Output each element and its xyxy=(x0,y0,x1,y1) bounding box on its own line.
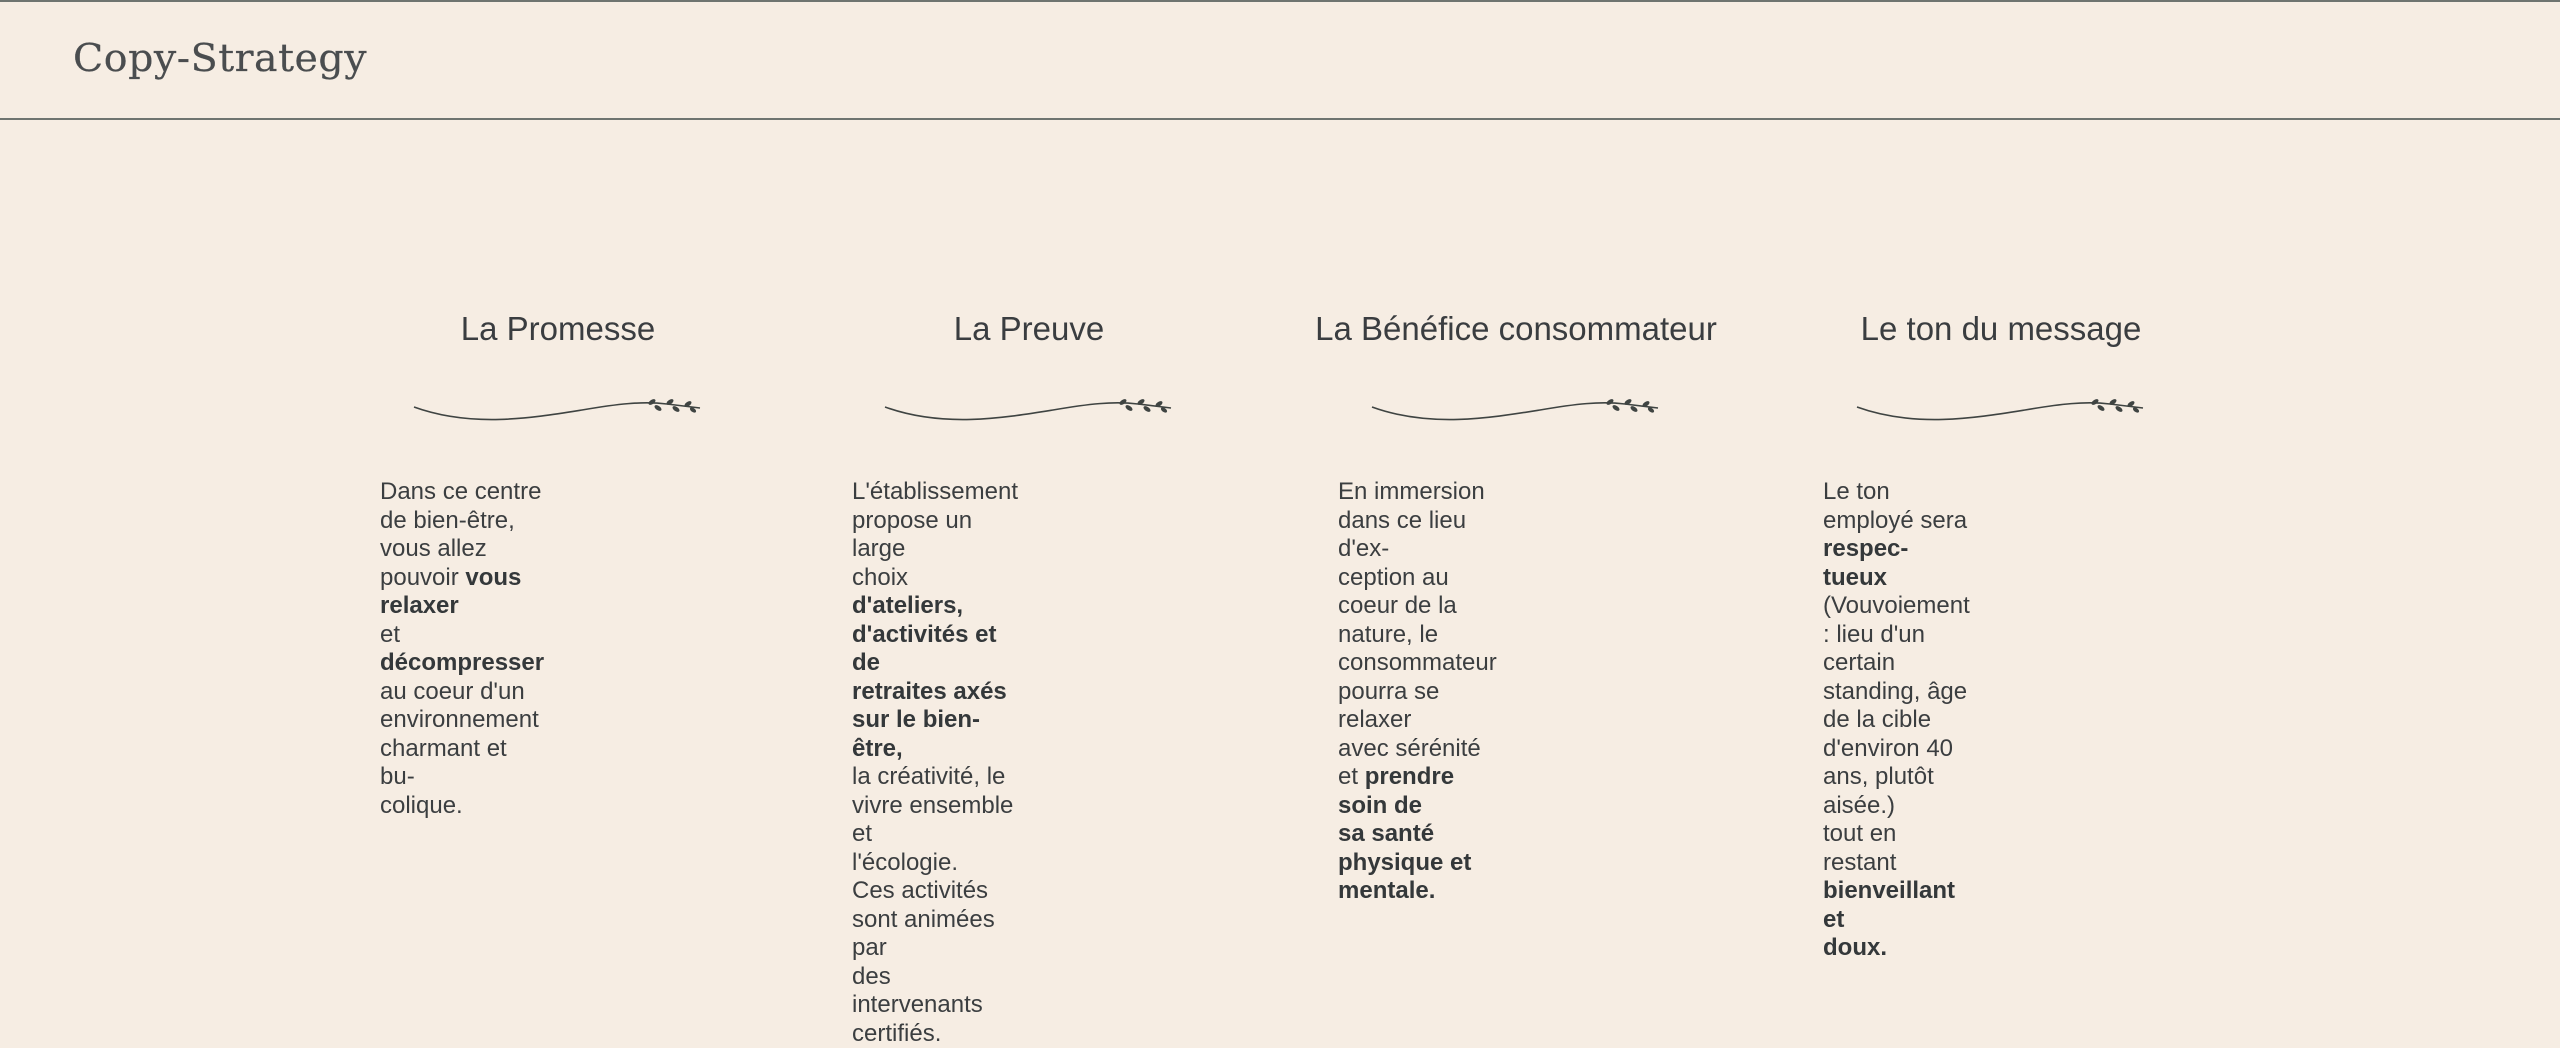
bold-text: bienveillant et doux. xyxy=(1823,877,1956,961)
body-text: Dans ce centre de bien-être, vous allez pouvoir xyxy=(380,478,542,591)
bold-text: prendre soin de sa santé physique et mentale. xyxy=(1338,763,1472,904)
column-text xyxy=(1338,478,1497,906)
body-text: L'établissement propose un large choix xyxy=(852,478,1019,591)
column-title: Le ton du message xyxy=(1860,310,2142,347)
body-text: (Vouvoiement : lieu d'un certain standing, âge de la cible d'environ 40 ans, plutôt aisée.) tout en restant xyxy=(1823,592,1970,876)
bold-text: d'ateliers, d'activités et de retraites axés sur le bien-être, xyxy=(852,592,1007,762)
vine-divider-icon xyxy=(1370,388,1662,428)
vine-divider-icon xyxy=(883,388,1175,428)
bold-text: respec- tueux xyxy=(1823,535,1909,591)
column-text xyxy=(852,478,1018,1048)
bold-text: vous relaxer xyxy=(380,563,522,619)
column-title: La Bénéfice consommateur xyxy=(1315,310,1717,347)
vine-divider-icon xyxy=(1855,388,2147,428)
column-title: La Preuve xyxy=(953,310,1105,347)
column-title: La Promesse xyxy=(460,310,656,347)
page-header xyxy=(0,2,2560,120)
body-text: et xyxy=(380,620,401,648)
column-text xyxy=(1823,478,1970,963)
column-text xyxy=(380,478,544,820)
body-text: au coeur d'un environnement charmant et bu- colique. xyxy=(380,677,539,819)
body-text: la créativité, le vivre ensemble et l'écologie. Ces activités sont animées par des intervenants certifiés. xyxy=(852,763,1014,1047)
vine-divider-icon xyxy=(412,388,704,428)
bold-text: décompresser xyxy=(380,649,545,676)
logo-title: Copy-Strategy xyxy=(73,36,368,80)
body-text: Le ton employé sera xyxy=(1823,478,1968,534)
body-text: En immersion dans ce lieu d'ex- ception au coeur de la nature, le consommateur pourra se relaxer avec sérénité et xyxy=(1338,478,1497,790)
